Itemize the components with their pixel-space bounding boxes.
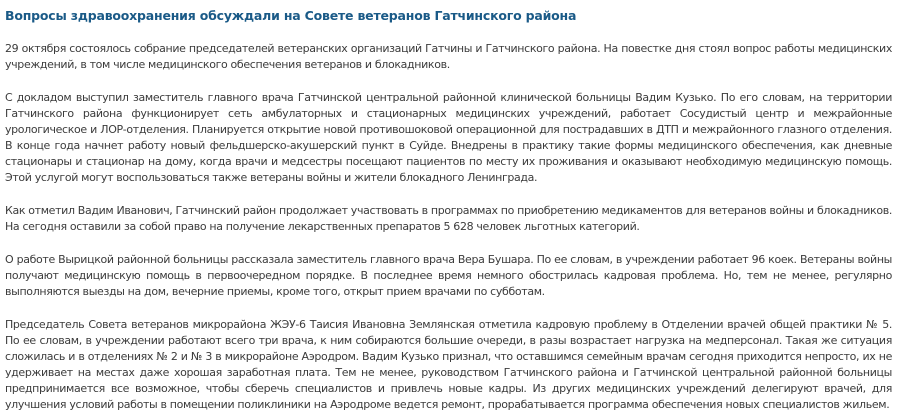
article-title: Вопросы здравоохранения обсуждали на Совете ветеранов Гатчинского района — [5, 8, 577, 23]
article-paragraph-1: 29 октября состоялось собрание председателей ветеранских организаций Гатчины и Гатчинского района. На повестке дня стоял вопрос работы медицинских учреждений, в том числе медицинского обеспечения ветеранов и блокадников. — [5, 42, 892, 71]
article-paragraph-2: С докладом выступил заместитель главного врача Гатчинской центральной районной клинической больницы Вадим Кузько. По его словам, на территории Гатчинского района функционирует сеть амбулаторных и стационарных медицинских учреждений, работает Сосудистый центр и межрайонные урологическое и ЛОР-отделения. Планируется открытие новой противошоковой операционной для пострадавших в ДТП и межрайонного глазного отделения. В конце года начнет работу новый фельдшерско-акушерский пункт в Суйде. Внедрены в практику такие формы медицинского обеспечения, как дневные стационары и стационар на дому, когда врачи и медсестры посещают пациентов по месту их проживания и оказывают необходимую медицинскую помощь. Этой услугой могут воспользоваться также ветераны войны и жители блокадного Ленинграда. — [5, 91, 892, 184]
article-paragraph-4: О работе Вырицкой районной больницы рассказала заместитель главного врача Вера Бушара. По ее словам, в учреждении работает 96 коек. Ветераны войны получают медицинскую помощь в первоочередном порядке. В последнее время немного обострилась кадровая проблема. Но, тем не менее, регулярно выполняются выезды на дом, вечерние приемы, кроме того, открыт прием врачами по субботам. — [5, 253, 892, 298]
article-paragraph-3: Как отметил Вадим Иванович, Гатчинский район продолжает участвовать в программах по приобретению медикаментов для ветеранов войны и блокадников. На сегодня оставили за собой право на получение лекарственных препаратов 5 628 человек льготных категорий. — [5, 204, 893, 233]
article-paragraph-5: Председатель Совета ветеранов микрорайона ЖЭУ-6 Таисия Ивановна Землянская отметила кадровую проблему в Отделении врачей общей практики № 5. По ее словам, в учреждении работают всего три врача, к ним собираются большие очереди, в разы возрастает нагрузка на медперсонал. Такая же ситуация сложилась и в отделениях № 2 и № 3 в микрорайоне Аэродром. Вадим Кузько признал, что оставшимся семейным врачам сегодня приходится непросто, их не удерживает на местах даже хорошая заработная плата. Тем не менее, руководством Гатчинского района и Гатчинской центральной районной больницы предпринимается все возможное, чтобы сберечь специалистов и привлечь новые кадры. Из других медицинских учреждений делегируют врачей, для улучшения условий работы в помещении поликлиники на Аэродроме ведется ремонт, прорабатывается программа обеспечения новых специалистов жильем. — [5, 318, 892, 411]
